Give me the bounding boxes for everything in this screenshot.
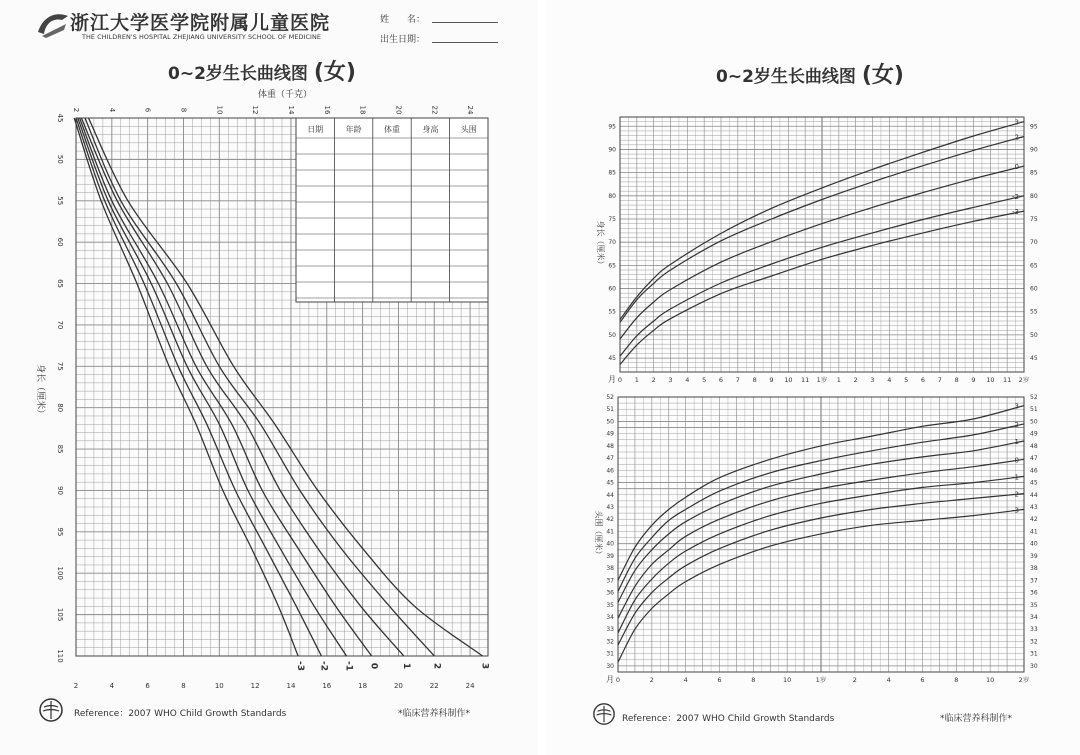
head-y-tick-label: 34 [606, 614, 614, 621]
length-x-tick-label: 2 [651, 376, 656, 384]
head-x-tick-label: 8 [954, 676, 959, 684]
y-tick-label: 105 [56, 607, 64, 622]
head-y-tick-label-right: 51 [1030, 406, 1038, 414]
head-y-tick-label-right: 43 [1030, 504, 1038, 511]
head-y-tick-label: 52 [606, 394, 614, 401]
who-emblem-icon [592, 702, 616, 726]
head-y-axis-label: 头围（厘米） [594, 510, 603, 559]
head-y-tick-label: 36 [606, 589, 614, 597]
head-y-tick-label: 38 [606, 565, 614, 573]
x-tick-label-top: 8 [179, 107, 188, 113]
x-tick-label-bottom: 22 [429, 682, 439, 690]
x-tick-label-top: 20 [394, 105, 403, 115]
x-tick-label-bottom: 18 [358, 682, 368, 690]
record-table-header: 体重 [384, 125, 400, 134]
y-tick-label: 100 [56, 566, 64, 580]
head-y-tick-label-right: 48 [1030, 442, 1038, 450]
head-y-tick-label-right: 37 [1030, 577, 1038, 585]
head-y-tick-label: 41 [606, 528, 614, 536]
length-x-tick-label: 11 [1003, 376, 1012, 384]
length-x-tick-label: 9 [769, 376, 774, 384]
y-tick-label: 75 [56, 361, 64, 371]
left-title-main: 0~2岁生长曲线图 [168, 64, 308, 84]
head-y-tick-label-right: 34 [1030, 614, 1038, 621]
hospital-name-en: THE CHILDREN'S HOSPITAL ZHEJIANG UNIVERSITY SCHOOL OF MEDICINE [82, 33, 322, 41]
y-tick-label: 110 [56, 649, 64, 663]
length-y-tick-label-right: 45 [1030, 355, 1038, 363]
head-y-tick-label-right: 49 [1030, 430, 1038, 438]
head-curve-label: -2 [1012, 490, 1019, 499]
head-curve-label: 0 [1014, 456, 1019, 465]
length-y-tick-label-right: 90 [1030, 146, 1038, 154]
x-tick-label-top: 24 [466, 105, 475, 115]
length-x-tick-label: 7 [735, 376, 740, 384]
head-y-tick-label-right: 44 [1030, 491, 1038, 499]
head-x-tick-label: 1岁 [815, 676, 827, 684]
head-x-tick-label: 10 [783, 676, 792, 684]
head-y-tick-label: 50 [606, 418, 614, 426]
weight-length-chart [0, 0, 538, 755]
length-curve-label: 2 [1014, 133, 1019, 142]
head-x-tick-label: 6 [920, 676, 925, 684]
head-x-tick-label: 2岁 [1018, 676, 1030, 684]
length-x-tick-label: 5 [904, 376, 909, 384]
length-curve-label: 0 [1014, 163, 1019, 172]
head-curve-label: 3 [1014, 402, 1019, 411]
wl-curve-label: -2 [318, 661, 329, 671]
length-y-tick-label-right: 50 [1030, 331, 1038, 339]
length-curve-label: 3 [1014, 118, 1019, 127]
x-tick-label-top: 10 [215, 105, 224, 115]
length-x-tick-label: 7 [937, 376, 942, 384]
record-table-header: 头围 [460, 125, 477, 134]
head-y-tick-label-right: 41 [1030, 528, 1038, 536]
x-tick-label-bottom: 6 [145, 682, 150, 690]
length-y-tick-label: 80 [608, 192, 616, 200]
head-y-tick-label-right: 45 [1030, 479, 1038, 487]
y-tick-label: 45 [56, 113, 64, 123]
x-tick-label-bottom: 14 [286, 682, 296, 690]
head-y-tick-label-right: 46 [1030, 467, 1038, 475]
left-title-sex: (女) [313, 60, 356, 85]
head-y-tick-label: 43 [606, 504, 614, 511]
head-y-tick-label: 35 [606, 601, 614, 609]
length-y-tick-label: 90 [608, 146, 616, 154]
x-tick-label-top: 6 [143, 107, 152, 113]
length-y-tick-label: 85 [608, 169, 616, 177]
length-x-tick-label: 1 [836, 376, 841, 384]
x-tick-label-bottom: 4 [109, 682, 115, 690]
record-table-header: 年龄 [345, 125, 362, 134]
head-y-tick-label: 33 [606, 626, 614, 634]
length-x-tick-label: 2 [853, 376, 858, 384]
x-tick-label-top: 16 [322, 105, 331, 115]
x-tick-label-top: 4 [107, 107, 116, 113]
head-y-tick-label: 49 [606, 430, 614, 438]
x-tick-label-bottom: 2 [73, 682, 79, 690]
head-y-tick-label: 42 [606, 516, 614, 524]
head-y-tick-label: 40 [606, 540, 614, 548]
head-y-tick-label: 48 [606, 442, 614, 450]
head-y-tick-label-right: 33 [1030, 626, 1038, 634]
y-tick-label: 95 [56, 527, 64, 537]
wl-curve-label: 2 [431, 662, 442, 670]
length-y-axis-label: 身长（厘米） [596, 220, 605, 269]
x-tick-label-top: 2 [72, 107, 80, 113]
head-x-tick-label: 2 [649, 676, 654, 684]
x-tick-label-bottom: 24 [465, 682, 475, 690]
head-x-tick-label: 6 [717, 676, 722, 684]
length-x-tick-label: 1岁 [816, 376, 828, 384]
head-curve-label: 1 [1014, 438, 1019, 446]
length-x-tick-label: 6 [920, 376, 926, 384]
head-y-tick-label: 45 [606, 479, 614, 487]
x-axis-label: 体重（千克） [258, 90, 313, 100]
wl-curve-label: -1 [343, 661, 354, 671]
y-tick-label: 90 [56, 486, 64, 495]
length-y-tick-label-right: 75 [1030, 216, 1038, 223]
length-x-tick-label: 0 [617, 376, 623, 384]
length-x-tick-label: 3 [870, 376, 875, 384]
x-tick-label-bottom: 20 [393, 682, 403, 690]
head-x-tick-label: 8 [751, 676, 756, 684]
head-y-tick-label-right: 40 [1030, 540, 1038, 548]
length-x-tick-label: 11 [801, 376, 810, 384]
head-y-tick-label: 51 [606, 406, 614, 414]
length-curve-label: -3 [1012, 208, 1019, 217]
length-y-tick-label-right: 80 [1030, 192, 1038, 200]
head-y-tick-label-right: 52 [1030, 394, 1038, 401]
head-y-tick-label: 47 [606, 455, 614, 463]
x-tick-label-bottom: 12 [250, 682, 260, 690]
head-y-tick-label-right: 50 [1030, 418, 1038, 426]
length-curve-label: -2 [1012, 192, 1019, 201]
length-y-tick-label: 60 [608, 285, 616, 293]
dob-label: 出生日期： [380, 35, 426, 45]
y-tick-label: 70 [56, 320, 64, 330]
head-x-tick-label: 4 [886, 676, 891, 684]
x-tick-label-bottom: 8 [181, 682, 186, 690]
head-y-tick-label-right: 32 [1030, 638, 1038, 646]
length-y-tick-label: 45 [608, 355, 616, 363]
x-tick-label-top: 18 [358, 105, 367, 115]
head-y-tick-label: 30 [606, 662, 614, 670]
length-x-tick-label: 4 [887, 376, 892, 384]
wl-curve-label: -3 [295, 661, 306, 671]
name-label: 姓 名： [380, 15, 426, 25]
x-tick-label-bottom: 16 [322, 682, 332, 690]
length-x-tick-label: 6 [718, 376, 724, 384]
record-table [296, 118, 488, 302]
length-x-tick-label: 2岁 [1018, 376, 1030, 384]
head-y-tick-label: 32 [606, 638, 614, 646]
head-x-tick-label: 0 [615, 676, 621, 684]
y-tick-label: 65 [56, 279, 64, 288]
y-tick-label: 80 [56, 403, 64, 413]
x-tick-label-top: 14 [286, 105, 295, 115]
length-x-tick-label: 4 [685, 376, 690, 384]
length-y-tick-label: 65 [608, 262, 616, 270]
length-y-tick-label: 50 [608, 331, 616, 339]
hospital-name-zh: 浙江大学医学院附属儿童医院 [70, 12, 331, 34]
head-y-tick-label-right: 35 [1030, 601, 1038, 609]
length-x-tick-label: 8 [752, 376, 757, 384]
footer-note-right: *临床营养科制作* [940, 714, 1013, 724]
head-y-tick-label: 46 [606, 467, 614, 475]
length-grid [620, 117, 1024, 372]
x-tick-label-bottom: 10 [214, 682, 224, 690]
wl-curve-label: 0 [368, 662, 379, 670]
head-y-tick-label: 39 [606, 552, 614, 560]
x-tick-label-top: 12 [251, 105, 260, 115]
head-y-tick-label: 44 [606, 491, 614, 499]
record-table-header: 身高 [422, 125, 439, 134]
right-title-main: 0~2岁生长曲线图 [716, 67, 856, 87]
reference-right: Reference：2007 WHO Child Growth Standards [622, 714, 835, 724]
left-page [0, 0, 538, 755]
head-y-tick-label-right: 31 [1030, 650, 1038, 658]
head-y-tick-label-right: 36 [1030, 589, 1038, 597]
head-x-tick-label: 4 [683, 676, 688, 684]
y-tick-label: 55 [56, 196, 64, 206]
y-tick-label: 85 [56, 444, 64, 454]
reference-left: Reference：2007 WHO Child Growth Standards [74, 709, 287, 719]
y-tick-label: 60 [56, 237, 64, 247]
length-y-tick-label: 95 [608, 123, 616, 131]
record-table-header: 日期 [307, 125, 324, 134]
length-y-tick-label-right: 70 [1030, 239, 1038, 247]
head-y-tick-label: 31 [606, 650, 614, 658]
head-curve-label: 2 [1014, 420, 1019, 429]
length-y-tick-label-right: 65 [1030, 262, 1038, 270]
length-y-tick-label-right: 95 [1030, 123, 1038, 131]
head-x-tick-label: 10 [986, 676, 995, 684]
length-x-tick-label: 3 [668, 376, 673, 384]
length-y-tick-label-right: 85 [1030, 169, 1038, 177]
head-y-tick-label-right: 38 [1030, 565, 1038, 573]
length-x-axis-label: 月 [608, 375, 616, 384]
y-axis-label: 身长（厘米） [35, 364, 45, 419]
length-y-tick-label: 55 [608, 308, 616, 316]
head-y-tick-label-right: 39 [1030, 552, 1038, 560]
length-y-tick-label-right: 60 [1030, 285, 1038, 293]
length-y-tick-label: 70 [608, 239, 616, 247]
x-tick-label-top: 22 [430, 105, 439, 115]
length-x-tick-label: 10 [986, 376, 995, 384]
length-y-tick-label: 75 [608, 216, 616, 223]
head-y-tick-label-right: 47 [1030, 455, 1038, 463]
head-curve-label: -3 [1012, 506, 1019, 515]
footer-note-left: *临床营养科制作* [398, 709, 471, 719]
head-x-tick-label: 2 [852, 676, 857, 684]
right-page [546, 0, 1080, 755]
length-x-tick-label: 5 [702, 376, 707, 384]
length-x-tick-label: 8 [954, 376, 959, 384]
length-x-tick-label: 10 [784, 376, 793, 384]
who-emblem-icon [38, 697, 64, 723]
length-y-tick-label-right: 55 [1030, 308, 1038, 316]
head-x-axis-label: 月 [606, 675, 614, 684]
right-title-sex: (女) [861, 63, 904, 88]
head-y-tick-label: 37 [606, 577, 614, 585]
wl-curve-label: 1 [400, 662, 411, 670]
length-head-charts [546, 0, 1080, 755]
head-curve-label: -1 [1012, 473, 1019, 482]
length-x-tick-label: 1 [634, 376, 639, 384]
y-tick-label: 50 [56, 154, 64, 164]
head-y-tick-label-right: 30 [1030, 662, 1038, 670]
length-x-tick-label: 9 [971, 376, 976, 384]
head-y-tick-label-right: 42 [1030, 516, 1038, 524]
wl-curve-label: 3 [479, 662, 490, 670]
